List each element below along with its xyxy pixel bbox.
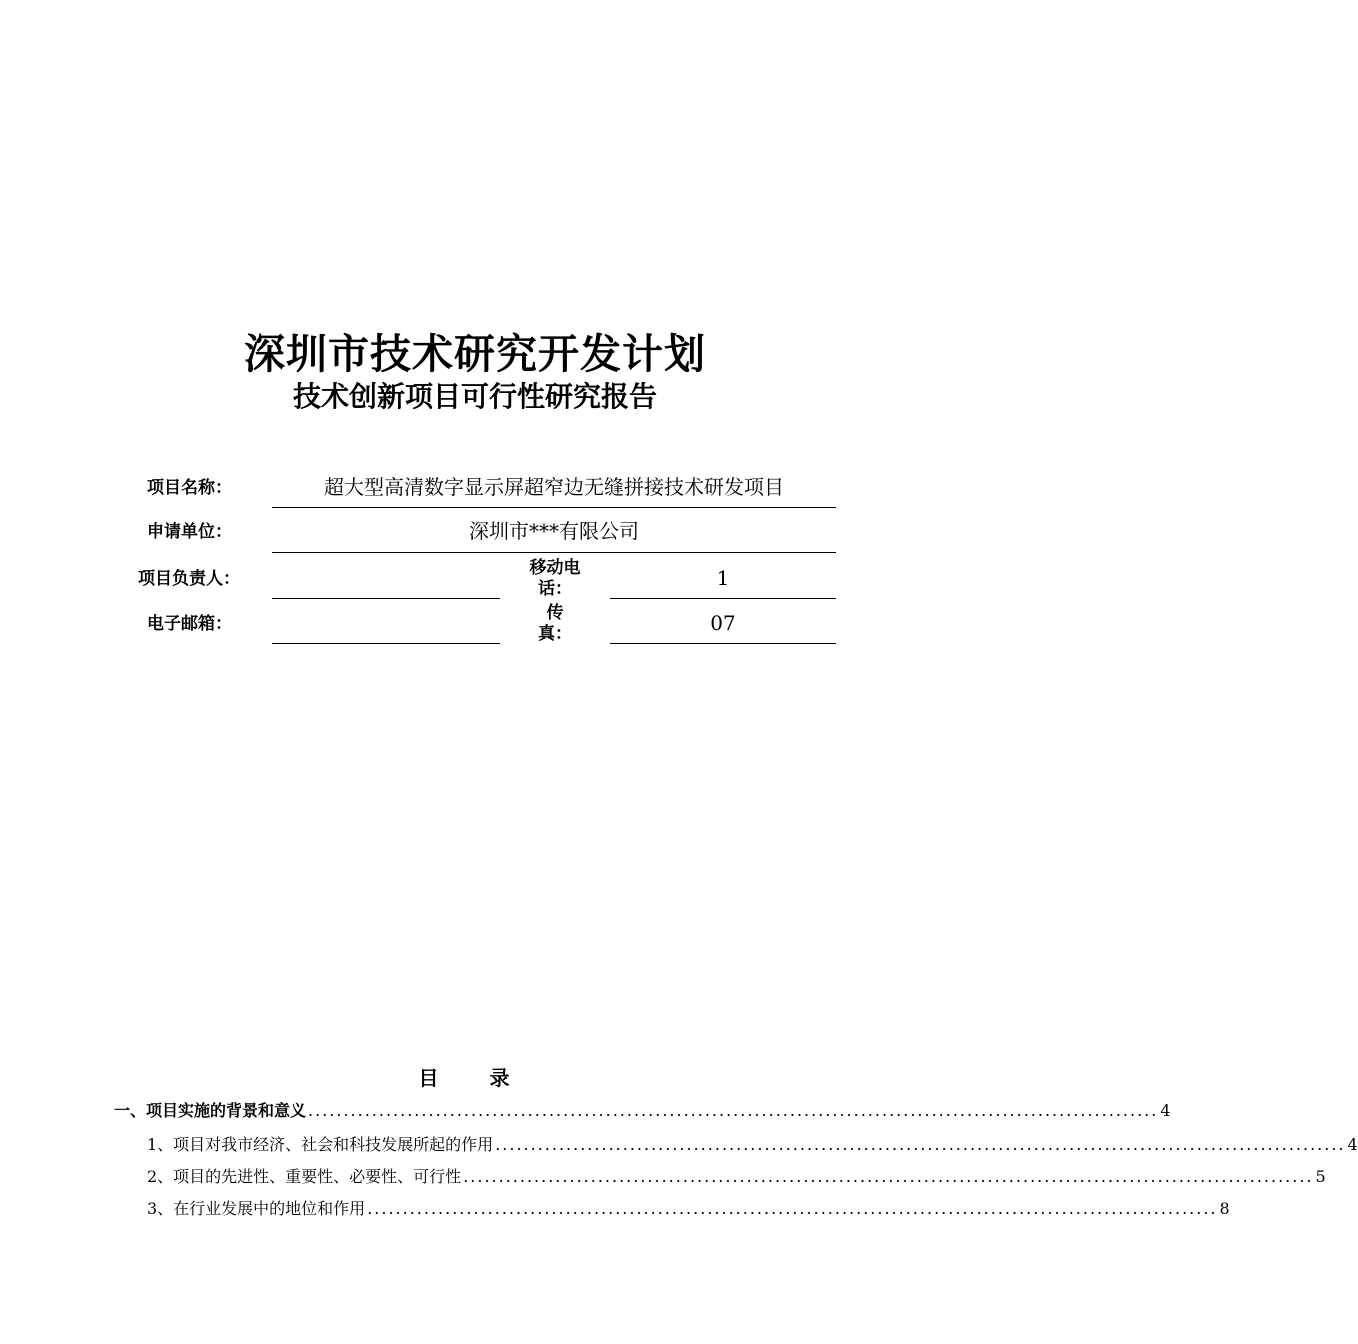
fax-underline bbox=[610, 643, 836, 644]
toc-entry[interactable] bbox=[147, 1134, 1358, 1156]
toc-leader-dots: ........................................................................................................................ bbox=[463, 1167, 1314, 1186]
email-label: 电子邮箱： bbox=[147, 614, 232, 634]
toc-entry-text: 2、项目的先进性、重要性、必要性、可行性 bbox=[147, 1167, 462, 1186]
leader-label: 项目负责人： bbox=[138, 569, 240, 589]
project-name-underline bbox=[272, 507, 836, 508]
leader-underline bbox=[272, 598, 500, 599]
toc-heading: 目 录 bbox=[418, 1066, 532, 1090]
cover-title-line2: 技术创新项目可行性研究报告 bbox=[292, 380, 657, 413]
mobile-label-line2: 话： bbox=[538, 579, 572, 599]
mobile-label bbox=[515, 558, 595, 600]
toc-entry-text: 3、在行业发展中的地位和作用 bbox=[147, 1199, 366, 1218]
applicant-value: 深圳市***有限公司 bbox=[469, 519, 639, 543]
applicant-label: 申请单位： bbox=[147, 522, 232, 542]
mobile-value: 1 bbox=[716, 566, 730, 590]
email-underline bbox=[272, 643, 500, 644]
applicant-underline bbox=[272, 552, 836, 553]
toc-entry-page: 4 bbox=[1160, 1101, 1171, 1120]
project-name-label: 项目名称： bbox=[147, 478, 232, 498]
toc-leader-dots: ........................................................................................................................ bbox=[367, 1199, 1218, 1218]
toc-entry-text: 一、项目实施的背景和意义 bbox=[114, 1101, 307, 1120]
toc-leader-dots: ........................................................................................................................ bbox=[495, 1135, 1346, 1154]
mobile-underline bbox=[610, 598, 836, 599]
toc-entry-text: 1、项目对我市经济、社会和科技发展所起的作用 bbox=[147, 1135, 494, 1154]
mobile-label-line1: 移动电 bbox=[529, 558, 581, 578]
fax-label-line1: 传 bbox=[546, 603, 564, 623]
cover-title-line1: 深圳市技术研究开发计划 bbox=[244, 330, 706, 378]
fax-label bbox=[515, 603, 595, 645]
toc-leader-dots: ........................................................................................................................ bbox=[308, 1101, 1159, 1120]
toc-entry-page: 4 bbox=[1347, 1135, 1358, 1154]
toc-entry[interactable] bbox=[114, 1100, 1171, 1122]
fax-value: 07 bbox=[710, 611, 736, 635]
toc-entry-page: 8 bbox=[1219, 1199, 1230, 1218]
toc-entry[interactable] bbox=[147, 1198, 1230, 1220]
fax-label-line2: 真： bbox=[538, 624, 572, 644]
toc-entry[interactable] bbox=[147, 1166, 1326, 1188]
toc-entry-page: 5 bbox=[1315, 1167, 1326, 1186]
project-name-value: 超大型高清数字显示屏超窄边无缝拼接技术研发项目 bbox=[324, 475, 784, 499]
